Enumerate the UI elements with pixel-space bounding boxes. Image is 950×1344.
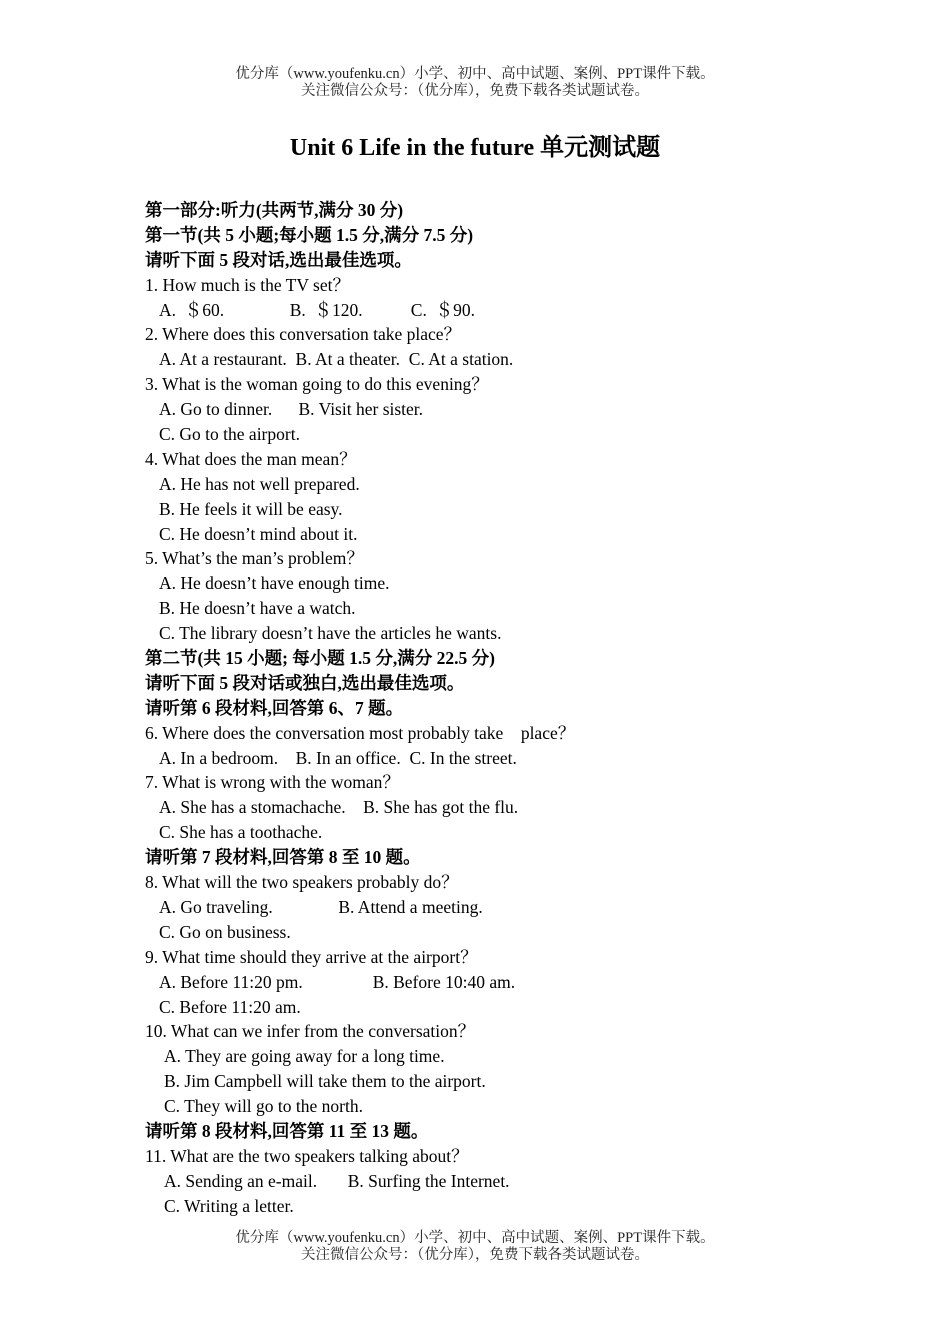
question-1: 1. How much is the TV set？	[145, 274, 350, 295]
instruction: 请听第 7 段材料,回答第 8 至 10 题。	[145, 847, 421, 868]
question-10-option-b: B. Jim Campbell will take them to the airport.	[164, 1071, 486, 1092]
instruction: 请听下面 5 段对话或独白,选出最佳选项。	[145, 672, 465, 693]
page-footer	[0, 1230, 950, 1264]
question-8-options: A. Go traveling. B. Attend a meeting.	[159, 896, 483, 917]
question-8: 8. What will the two speakers probably do？	[145, 872, 459, 893]
header-line-2: 关注微信公众号：（优分库），免费下载各类试题试卷。	[301, 83, 649, 99]
question-8-option-c: C. Go on business.	[159, 921, 291, 942]
question-5-option-a: A. He doesn’t have enough time.	[159, 573, 390, 594]
question-11-options: A. Sending an e-mail. B. Surfing the Internet.	[164, 1170, 510, 1191]
instruction: 请听下面 5 段对话,选出最佳选项。	[145, 249, 412, 270]
question-1-options: A. ＄60. B. ＄120. C. ＄90.	[159, 299, 475, 320]
page-title: Unit 6 Life in the future 单元测试题	[289, 135, 661, 161]
question-11: 11. What are the two speakers talking about？	[145, 1145, 469, 1166]
header-line-1: 优分库（www.youfenku.cn）小学、初中、高中试题、案例、PPT课件下载。	[235, 66, 715, 82]
footer-line-2: 关注微信公众号：（优分库），免费下载各类试题试卷。	[301, 1247, 649, 1263]
question-7-options: A. She has a stomachache. B. She has got the flu.	[159, 797, 519, 818]
question-5-option-b: B. He doesn’t have a watch.	[159, 598, 356, 619]
question-7-option-c: C. She has a toothache.	[159, 822, 323, 843]
question-11-option-c: C. Writing a letter.	[164, 1195, 294, 1216]
question-2: 2. Where does this conversation take place？	[145, 324, 462, 345]
question-3-option-c: C. Go to the airport.	[159, 424, 300, 445]
exam-content	[0, 198, 950, 1219]
question-4-option-a: A. He has not well prepared.	[159, 473, 360, 494]
question-9-option-c: C. Before 11:20 am.	[159, 996, 301, 1017]
instruction: 请听第 8 段材料,回答第 11 至 13 题。	[145, 1120, 429, 1141]
question-10-option-c: C. They will go to the north.	[164, 1096, 363, 1117]
question-4: 4. What does the man mean？	[145, 448, 357, 469]
question-9-options: A. Before 11:20 pm. B. Before 10:40 am.	[159, 971, 516, 992]
section-heading: 第二节(共 15 小题; 每小题 1.5 分,满分 22.5 分)	[145, 648, 495, 669]
question-4-option-b: B. He feels it will be easy.	[159, 498, 343, 519]
page-header	[0, 66, 950, 100]
question-5: 5. What’s the man’s problem？	[145, 548, 364, 569]
question-3: 3. What is the woman going to do this evening？	[145, 374, 489, 395]
question-2-options: A. At a restaurant. B. At a theater. C. At a station.	[159, 349, 514, 370]
question-6: 6. Where does the conversation most probably take place？	[145, 722, 576, 743]
section-heading: 第一节(共 5 小题;每小题 1.5 分,满分 7.5 分)	[145, 224, 474, 245]
part-heading: 第一部分:听力(共两节,满分 30 分)	[145, 200, 404, 220]
question-3-options: A. Go to dinner. B. Visit her sister.	[159, 399, 424, 420]
question-10: 10. What can we infer from the conversation？	[145, 1021, 476, 1042]
question-10-option-a: A. They are going away for a long time.	[164, 1046, 445, 1067]
footer-line-1: 优分库（www.youfenku.cn）小学、初中、高中试题、案例、PPT课件下载。	[235, 1230, 715, 1246]
question-9: 9. What time should they arrive at the airport？	[145, 946, 478, 967]
instruction: 请听第 6 段材料,回答第 6、7 题。	[145, 697, 404, 718]
question-7: 7. What is wrong with the woman？	[145, 772, 400, 793]
question-6-options: A. In a bedroom. B. In an office. C. In the street.	[159, 747, 517, 768]
question-4-option-c: C. He doesn’t mind about it.	[159, 523, 358, 544]
question-5-option-c: C. The library doesn’t have the articles he wants.	[159, 623, 502, 644]
